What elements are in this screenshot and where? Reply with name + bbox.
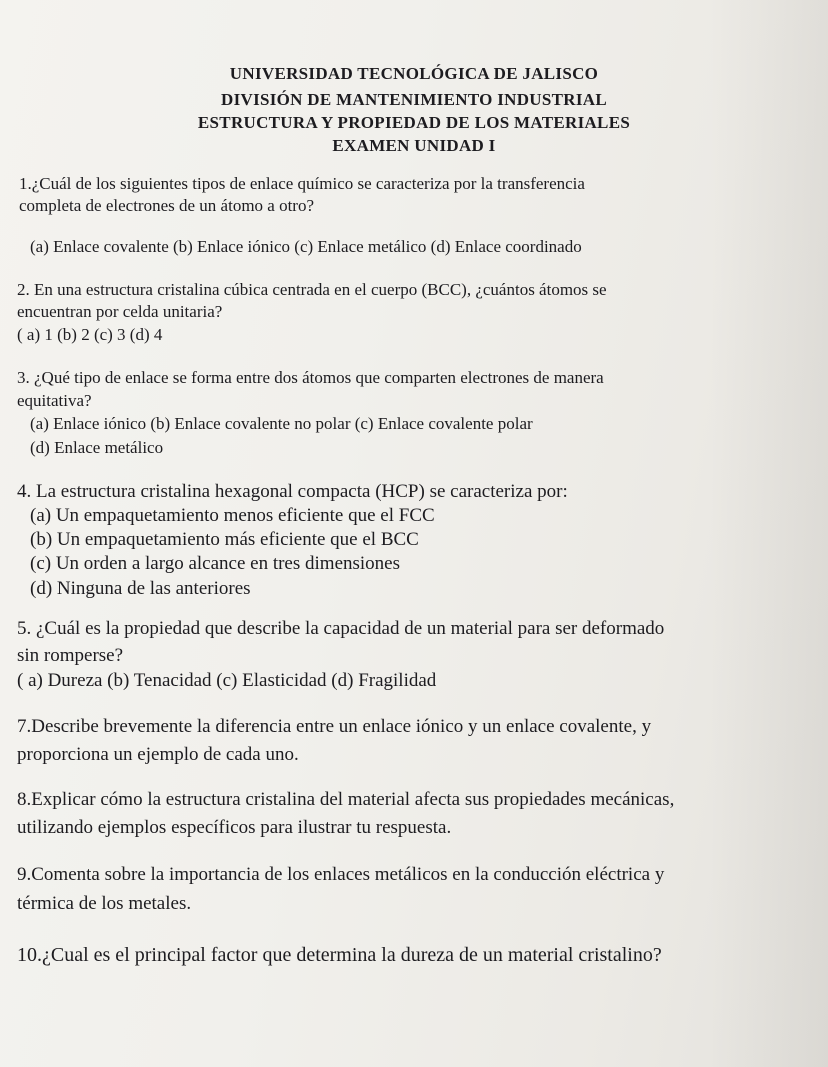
- question-4-option-d: (d) Ninguna de las anteriores: [30, 578, 251, 599]
- question-7-line-1: 7.Describe brevemente la diferencia entre un enlace iónico y un enlace covalente, y: [17, 716, 652, 737]
- question-4-option-c: (c) Un orden a largo alcance en tres dimensiones: [30, 553, 400, 574]
- question-3-option-line-2: (d) Enlace metálico: [30, 438, 164, 457]
- question-10-line-1: 10.¿Cual es el principal factor que determina la dureza de un material cristalino?: [17, 944, 662, 966]
- question-2-line-2: encuentran por celda unitaria?: [17, 302, 223, 321]
- exam-title: EXAMEN UNIDAD I: [332, 136, 496, 155]
- question-9-line-2: térmica de los metales.: [17, 893, 192, 914]
- question-3-option-line-1: (a) Enlace iónico (b) Enlace covalente no polar (c) Enlace covalente polar: [30, 414, 533, 433]
- question-2-options: ( a) 1 (b) 2 (c) 3 (d) 4: [17, 325, 163, 344]
- question-8-line-2: utilizando ejemplos específicos para ilustrar tu respuesta.: [17, 817, 452, 838]
- subject-name: ESTRUCTURA Y PROPIEDAD DE LOS MATERIALES: [197, 113, 631, 132]
- question-4-option-a: (a) Un empaquetamiento menos eficiente que el FCC: [30, 505, 435, 526]
- question-2-line-1: 2. En una estructura cristalina cúbica centrada en el cuerpo (BCC), ¿cuántos átomos se: [17, 280, 607, 299]
- question-3-line-1: 3. ¿Qué tipo de enlace se forma entre dos átomos que comparten electrones de manera: [17, 368, 604, 387]
- question-9-line-1: 9.Comenta sobre la importancia de los enlaces metálicos en la conducción eléctrica y: [17, 864, 665, 885]
- division-name: DIVISIÓN DE MANTENIMIENTO INDUSTRIAL: [221, 90, 607, 109]
- question-4-line-1: 4. La estructura cristalina hexagonal compacta (HCP) se caracteriza por:: [17, 481, 568, 502]
- question-5-options: ( a) Dureza (b) Tenacidad (c) Elasticidad (d) Fragilidad: [17, 670, 437, 691]
- university-name: UNIVERSIDAD TECNOLÓGICA DE JALISCO: [229, 64, 599, 83]
- question-1-line-2: completa de electrones de un átomo a otro?: [19, 196, 315, 215]
- question-1-options: (a) Enlace covalente (b) Enlace iónico (c) Enlace metálico (d) Enlace coordinado: [30, 237, 582, 256]
- question-1-line-1: 1.¿Cuál de los siguientes tipos de enlace químico se caracteriza por la transferencia: [19, 174, 585, 193]
- question-7-line-2: proporciona un ejemplo de cada uno.: [17, 744, 299, 765]
- question-8-line-1: 8.Explicar cómo la estructura cristalina del material afecta sus propiedades mecánicas,: [17, 789, 675, 810]
- question-5-line-2: sin romperse?: [17, 645, 124, 666]
- question-3-line-2: equitativa?: [17, 391, 92, 410]
- page-shadow: [708, 0, 828, 1067]
- question-5-line-1: 5. ¿Cuál es la propiedad que describe la capacidad de un material para ser deformado: [17, 618, 665, 639]
- question-4-option-b: (b) Un empaquetamiento más eficiente que el BCC: [30, 529, 419, 550]
